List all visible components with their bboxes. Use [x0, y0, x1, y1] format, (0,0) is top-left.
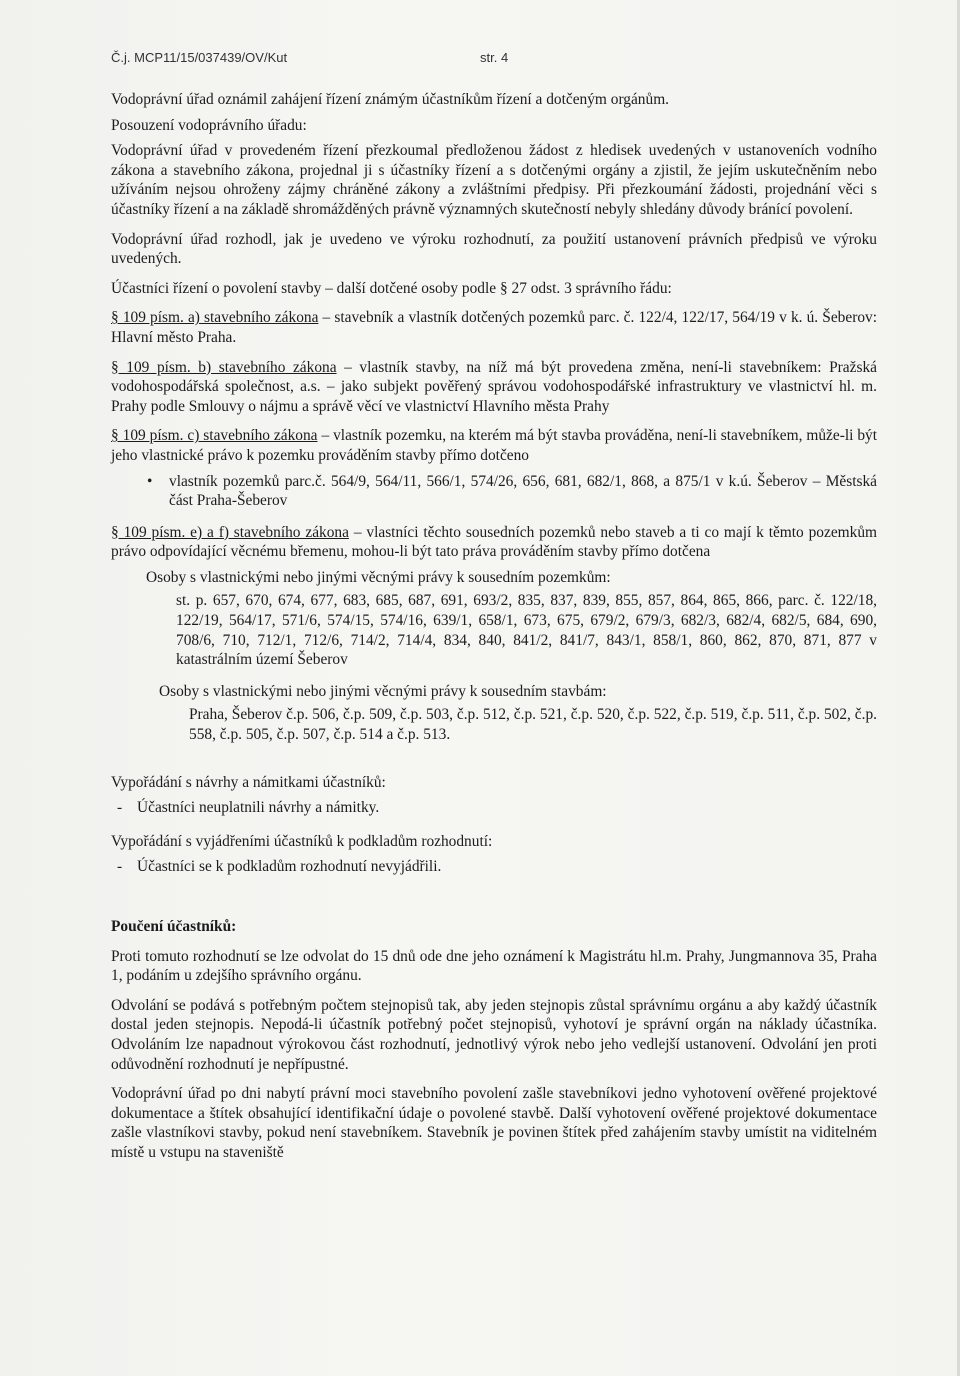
participant-c-text: – vlastník pozemku, na kterém má být stavba prováděna, není-li stavebníkem, může-li být jeho vlastnické právo k pozemku prováděním stavby přímo dotčeno	[111, 427, 877, 464]
page-number: str. 4	[480, 50, 509, 65]
proposals-title: Vypořádání s návrhy a námitkami účastníků:	[111, 773, 386, 791]
legal-reference-ef: § 109 písm. e) a f) stavebního zákona	[111, 523, 349, 541]
legal-reference-b: § 109 písm. b) stavebního zákona	[111, 358, 337, 376]
dash-icon: -	[117, 858, 123, 876]
statements-item	[111, 857, 877, 877]
participant-a-text: – stavebník a vlastník dotčených pozemků parc. č. 122/4, 122/17, 564/19 v k. ú. Šeberov: Hlavní město Praha.	[111, 309, 877, 346]
dash-icon: -	[117, 799, 123, 817]
participant-b-text: – vlastník stavby, na níž má být provedena změna, není-li stavebníkem: Pražská vodohospodářská společnost, a.s. – jako subjekt pověřený správou vodohospodářské infrastruktury ve vlastnictví hl. m. Prahy podle Smlouvy o nájmu a správě věcí ve vlastnictví Hlavního města Prahy	[111, 358, 877, 415]
page-header	[111, 50, 591, 65]
neighbour-buildings-list: Praha, Šeberov č.p. 506, č.p. 509, č.p. 503, č.p. 512, č.p. 521, č.p. 520, č.p. 522, č.p. 519, č.p. 511, č.p. 502, č.p. 558, č.p. 505, č.p. 507, č.p. 514 a č.p. 513.	[189, 706, 877, 744]
participant-ef	[111, 523, 877, 562]
proposals-item-text: Účastníci neuplatnili návrhy a námitky.	[137, 799, 380, 817]
instruction-paragraph-2: Odvolání se podává s potřebným počtem stejnopisů tak, aby jeden stejnopis zůstal správnímu orgánu a aby každý účastník dostal jeden stejnopis. Nepodá-li účastník potřebný počet stejnopisů, vyhotoví je správní orgán na náklady účastníka. Odvoláním lze napadnout výrokovou část rozhodnutí, jednotlivý výrok nebo jeho vedlejší ustanovení. Odvolání jen proti odůvodnění rozhodnutí je nepřípustné.	[111, 996, 877, 1073]
participant-c-bullet	[111, 472, 877, 511]
proposals-item	[111, 798, 877, 818]
statements-item-text: Účastníci se k podkladům rozhodnutí nevyjádřili.	[137, 858, 442, 876]
participant-a	[111, 308, 877, 347]
neighbour-buildings-label: Osoby s vlastnickými nebo jinými věcnými právy k sousedním stavbám:	[159, 682, 607, 700]
neighbour-land-label: Osoby s vlastnickými nebo jinými věcnými právy k sousedním pozemkům:	[146, 568, 611, 586]
intro-notice: Vodoprávní úřad oznámil zahájení řízení známým účastníkům řízení a dotčeným orgánům.	[111, 91, 670, 108]
instruction-paragraph-1: Proti tomuto rozhodnutí se lze odvolat do 15 dnů ode dne jeho oznámení k Magistrátu hl.m. Prahy, Jungmannova 35, Praha 1, podáním u zdejšího správního orgánu.	[111, 947, 877, 985]
participant-c-bullet-text: vlastník pozemků parc.č. 564/9, 564/11, 566/1, 574/26, 656, 681, 682/1, 868, a 875/1 v k.ú. Šeberov – Městská část Praha-Šeberov	[169, 472, 877, 510]
document-body	[111, 90, 877, 1173]
decision-paragraph: Vodoprávní úřad rozhodl, jak je uvedeno ve výroku rozhodnutí, za použití ustanovení právních předpisů ve výroku uvedených.	[111, 230, 877, 268]
participants-heading: Účastníci řízení o povolení stavby – další dotčené osoby podle § 27 odst. 3 správního řádu:	[111, 279, 672, 297]
participant-b	[111, 358, 877, 417]
neighbour-land-list: st. p. 657, 670, 674, 677, 683, 685, 687, 691, 693/2, 835, 837, 839, 855, 857, 864, 865, 866, parc. č. 122/18, 122/19, 564/17, 571/6, 574/15, 574/16, 639/1, 658/1, 673, 675, 679/2, 679/3, 682/3, 682/4, 682/5, 684, 690, 708/6, 710, 712/1, 712/6, 714/2, 714/4, 834, 840, 841/2, 841/7, 843/1, 858/1, 860, 862, 870, 871, 877 v katastrálním území Šeberov	[176, 592, 877, 669]
assessment-heading: Posouzení vodoprávního úřadu:	[111, 116, 307, 134]
participant-ef-text: – vlastníci těchto sousedních pozemků nebo staveb a ti co mají k těmto pozemkům právo odpovídající věcnému břemenu, mohou-li být tato práva prováděním stavby přímo dotčena	[111, 523, 877, 561]
assessment-paragraph: Vodoprávní úřad v provedeném řízení přezkoumal předloženou žádost z hledisek uvedených v ustanoveních vodního zákona a stavebního zákona, projednal ji s účastníky řízení a s dotčenými orgány a zjistil, že jejím uskutečněním nebo užíváním nejsou ohroženy zájmy chráněné zákony a zvláštními předpisy. Při přezkoumání žádosti, projednání věci s účastníky řízení a na základě shromážděných právně významných skutečností nebyly shledány důvody bránící povolení.	[111, 142, 877, 218]
instruction-paragraph-3: Vodoprávní úřad po dni nabytí právní moci stavebního povolení zašle stavebníkovi jedno vyhotovení ověřené projektové dokumentace a štítek obsahující identifikační údaje o povolené stavbě. Další vyhotovení ověřené projektové dokumentace zašle vlastníkovi stavby, pokud není stavebníkem. Stavebník je povinen štítek před zahájením stavby umístit na viditelném místě u vstupu na staveniště	[111, 1085, 877, 1161]
participant-c	[111, 426, 877, 465]
reference-number: Č.j. MCP11/15/037439/OV/Kut	[111, 50, 288, 65]
statements-title: Vypořádání s vyjádřeními účastníků k podkladům rozhodnutí:	[111, 832, 493, 850]
legal-reference-a: § 109 písm. a) stavebního zákona	[111, 309, 319, 327]
bullet-icon: •	[147, 472, 153, 490]
instruction-title: Poučení účastníků:	[111, 918, 237, 935]
legal-reference-c: § 109 písm. c) stavebního zákona	[111, 427, 318, 445]
